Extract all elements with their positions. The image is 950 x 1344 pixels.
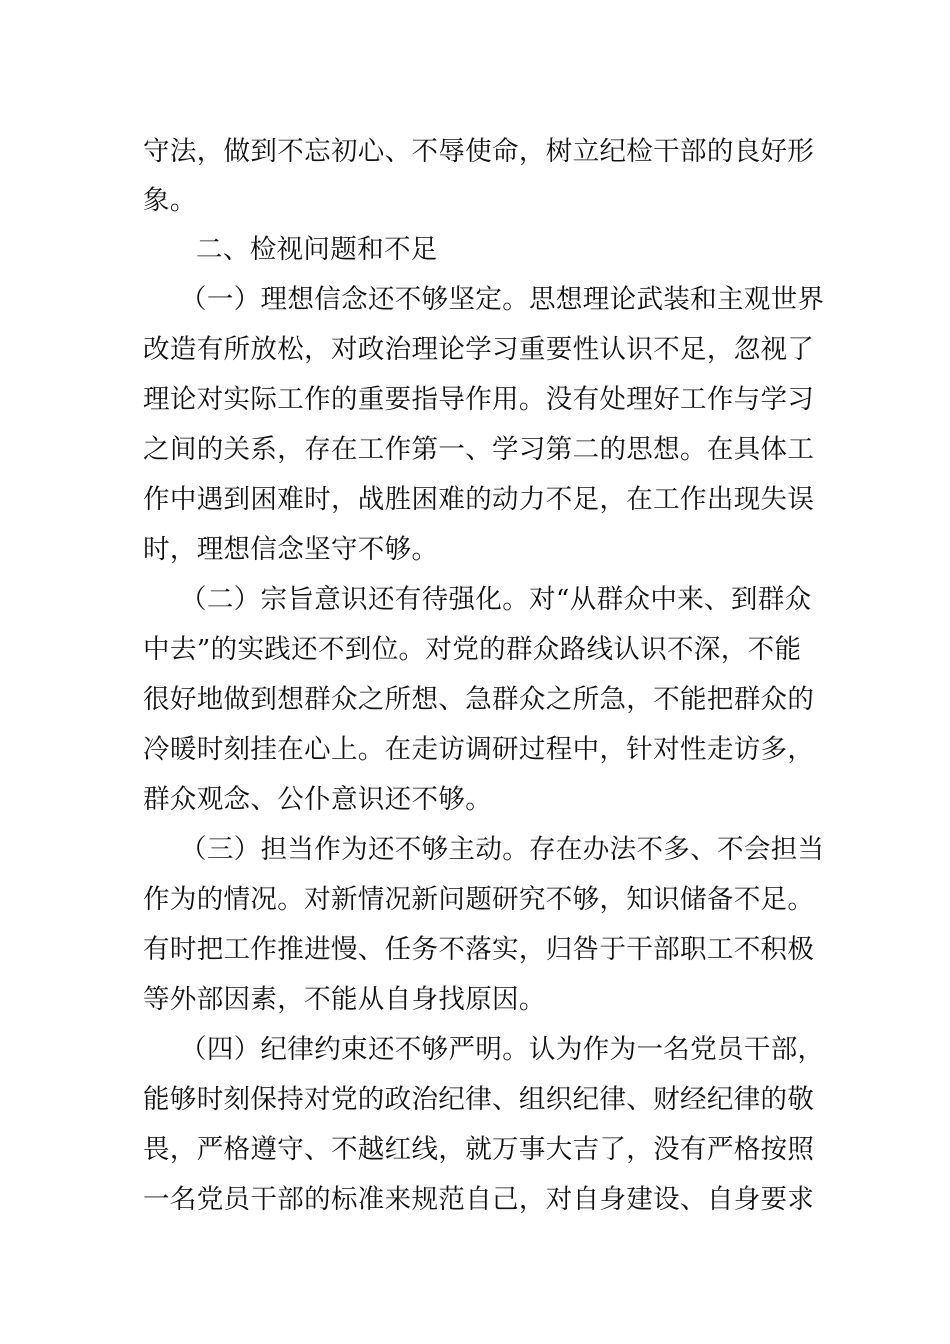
paragraph-line: 冷暖时刻挂在心上。在走访调研过程中，针对性走访多， (143, 734, 815, 765)
paragraph-line: 一名党员干部的标准来规范自己，对自身建设、自身要求 (143, 1184, 815, 1215)
paragraph-line: （一）理想信念还不够坚定。思想理论武装和主观世界 (180, 284, 825, 315)
paragraph-line: 之间的关系，存在工作第一、学习第二的思想。在具体工 (143, 434, 815, 465)
paragraph-line: （三）担当作为还不够主动。存在办法不多、不会担当 (180, 834, 825, 865)
paragraph-line: 畏，严格遵守、不越红线，就万事大吉了，没有严格按照 (143, 1134, 815, 1165)
paragraph-line: 中去”的实践还不到位。对党的群众路线认识不深，不能 (143, 634, 802, 665)
paragraph-line: （二）宗旨意识还有待强化。对“从群众中来、到群众 (180, 584, 812, 615)
paragraph-line: 守法，做到不忘初心、不辱使命，树立纪检干部的良好形 (143, 136, 815, 167)
section-heading: 二、检视问题和不足 (196, 234, 438, 265)
paragraph-line: 能够时刻保持对党的政治纪律、组织纪律、财经纪律的敬 (143, 1084, 815, 1115)
paragraph-line: 很好地做到想群众之所想、急群众之所急，不能把群众的 (143, 684, 815, 715)
paragraph-line: 有时把工作推进慢、任务不落实，归咎于干部职工不积极 (143, 934, 815, 965)
paragraph-line: 象。 (143, 185, 197, 216)
paragraph-line: 群众观念、公仆意识还不够。 (143, 784, 493, 815)
paragraph-line: （四）纪律约束还不够严明。认为作为一名党员干部， (180, 1034, 825, 1065)
paragraph-line: 理论对实际工作的重要指导作用。没有处理好工作与学习 (143, 384, 815, 415)
paragraph-line: 等外部因素，不能从自身找原因。 (143, 984, 546, 1015)
paragraph-line: 作为的情况。对新情况新问题研究不够，知识储备不足。 (143, 884, 815, 915)
paragraph-line: 时，理想信念坚守不够。 (143, 534, 439, 565)
paragraph-line: 改造有所放松，对政治理论学习重要性认识不足，忽视了 (143, 334, 815, 365)
paragraph-line: 作中遇到困难时，战胜困难的动力不足，在工作出现失误 (143, 484, 815, 515)
